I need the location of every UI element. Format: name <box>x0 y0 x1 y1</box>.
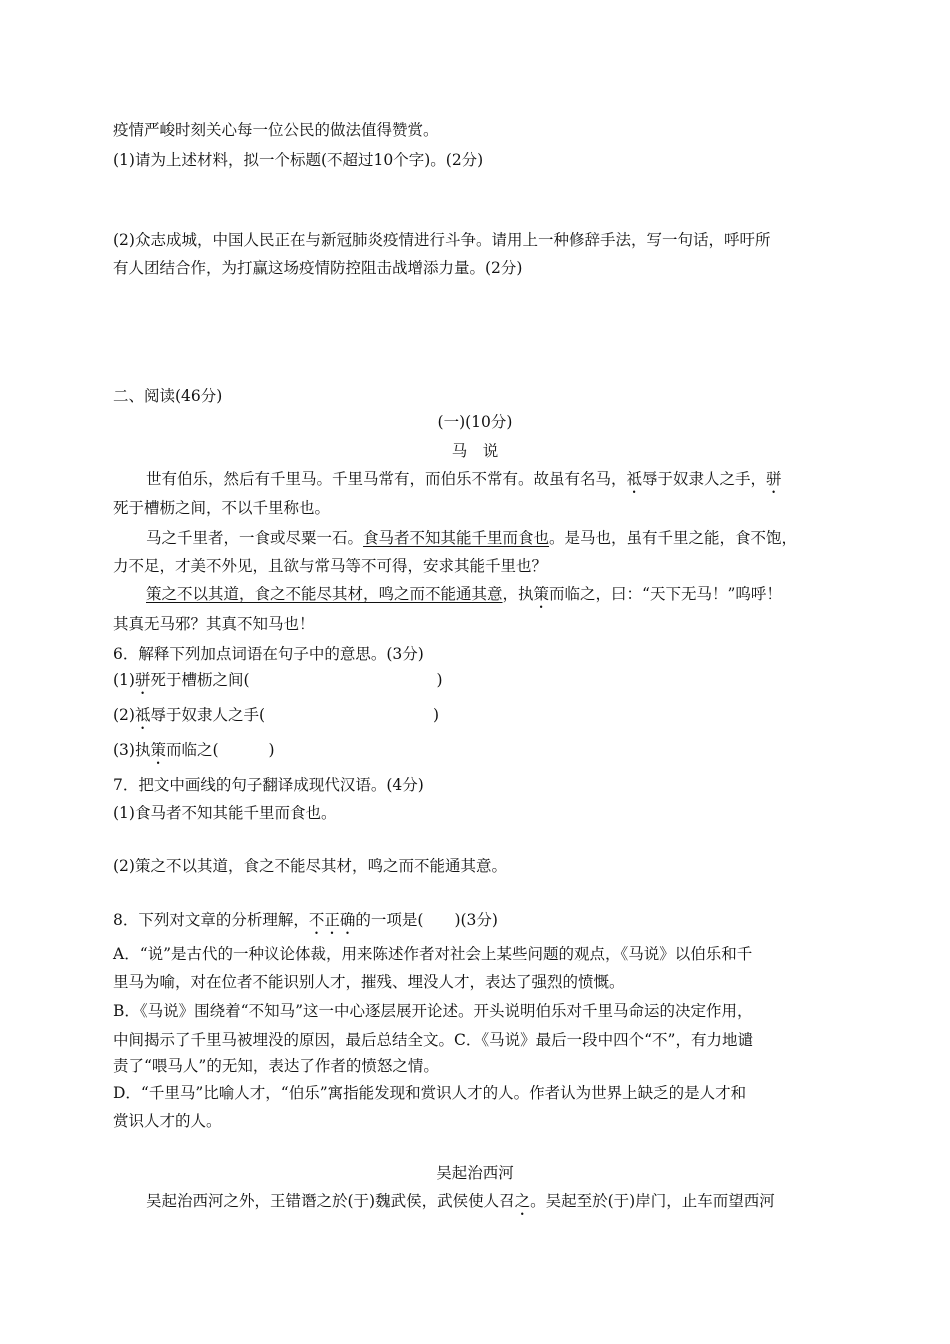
question-7-item-2: (2)策之不以其道，食之不能尽其材，鸣之而不能通其意。 <box>113 857 507 875</box>
option-b-cont: 责了“喂马人”的无知，表达了作者的愤怒之情。 <box>113 1057 439 1075</box>
question-7-item-1: (1)食马者不知其能千里而食也。 <box>113 804 337 822</box>
passage-2-line: 吴起治西河之外，王错谮之於(于)魏武侯，武侯使人召之。吴起至於(于)岸门，止车而望西河 <box>146 1192 775 1210</box>
question-2-cont: 有人团结合作，为打赢这场疫情防控阻击战增添力量。(2分) <box>113 259 523 277</box>
question-1: (1)请为上述材料，拟一个标题(不超过10个字)。(2分) <box>113 151 484 169</box>
dotted-char: 策 <box>150 741 166 759</box>
question-2: (2)众志成城，中国人民正在与新冠肺炎疫情进行斗争。请用上一种修辞手法，写一句话，呼吁所 <box>113 231 771 249</box>
dotted-char: 骈 <box>134 671 151 689</box>
question-8-stem: 8．下列对文章的分析理解，不正确的一项是( )(3分) <box>113 911 498 929</box>
option-b-cont: 中间揭示了千里马被埋没的原因，最后总结全文。C．《马说》最后一段中四个“不”，有力地谴 <box>113 1031 753 1049</box>
question-6-item-2: (2)祗辱于奴隶人之手( ) <box>113 706 440 724</box>
paragraph-2-cont: 力不足，才美不外见，且欲与常马等不可得，安求其能千里也？ <box>113 557 548 575</box>
underlined-sentence: 食马者不知其能千里而食也 <box>363 529 550 547</box>
dotted-char: 骈 <box>766 470 782 488</box>
paragraph-2: 马之千里者，一食或尽粟一石。食马者不知其能千里而食也。是马也，虽有千里之能，食不饱， <box>146 529 798 547</box>
paragraph-3: 策之不以其道，食之不能尽其材，鸣之而不能通其意，执策而临之，曰：“天下无马！”呜呼！ <box>146 585 782 603</box>
dotted-char: 策 <box>533 585 550 603</box>
part-label: (一)(10分) <box>437 413 513 431</box>
option-a-cont: 里马为喻，对在位者不能识别人才，摧残、埋没人才，表达了强烈的愤慨。 <box>113 973 625 991</box>
dotted-char: 祗 <box>626 470 643 488</box>
paragraph-1-cont: 死于槽枥之间，不以千里称也。 <box>113 499 331 517</box>
option-d: D．“千里马”比喻人才，“伯乐”寓指能发现和赏识人才的人。作者认为世界上缺乏的是人才和 <box>113 1084 747 1102</box>
option-a: A．“说”是古代的一种议论体裁，用来陈述作者对社会上某些问题的观点，《马说》以伯乐和千 <box>113 945 753 963</box>
option-b: B．《马说》围绕着“不知马”这一中心逐层展开论述。开头说明伯乐对千里马命运的决定作用， <box>113 1002 753 1020</box>
section-heading: 二、阅读(46分) <box>113 387 223 405</box>
question-7-stem: 7．把文中画线的句子翻译成现代汉语。(4分) <box>113 776 424 794</box>
paragraph-1: 世有伯乐，然后有千里马。千里马常有，而伯乐不常有。故虽有名马，祗辱于奴隶人之手，骈 <box>146 470 782 488</box>
intro-line: 疫情严峻时刻关心每一位公民的做法值得赞赏。 <box>113 121 439 139</box>
question-6-item-3: (3)执策而临之( ) <box>113 741 275 759</box>
question-6-item-1: (1)骈死于槽枥之间( ) <box>113 671 443 689</box>
passage-title: 马 说 <box>451 442 499 460</box>
question-6-stem: 6．解释下列加点词语在句子中的意思。(3分) <box>113 645 424 663</box>
dotted-text: 不正确 <box>308 911 356 929</box>
underlined-sentence: 策之不以其道，食之不能尽其材，鸣之而不能通其意 <box>146 585 503 603</box>
dotted-char: 之 <box>514 1192 531 1210</box>
option-d-cont: 赏识人才的人。 <box>113 1112 222 1130</box>
dotted-char: 祗 <box>134 706 151 724</box>
passage-2-title: 吴起治西河 <box>436 1164 514 1182</box>
paragraph-3-cont: 其真无马邪？其真不知马也！ <box>113 615 315 633</box>
